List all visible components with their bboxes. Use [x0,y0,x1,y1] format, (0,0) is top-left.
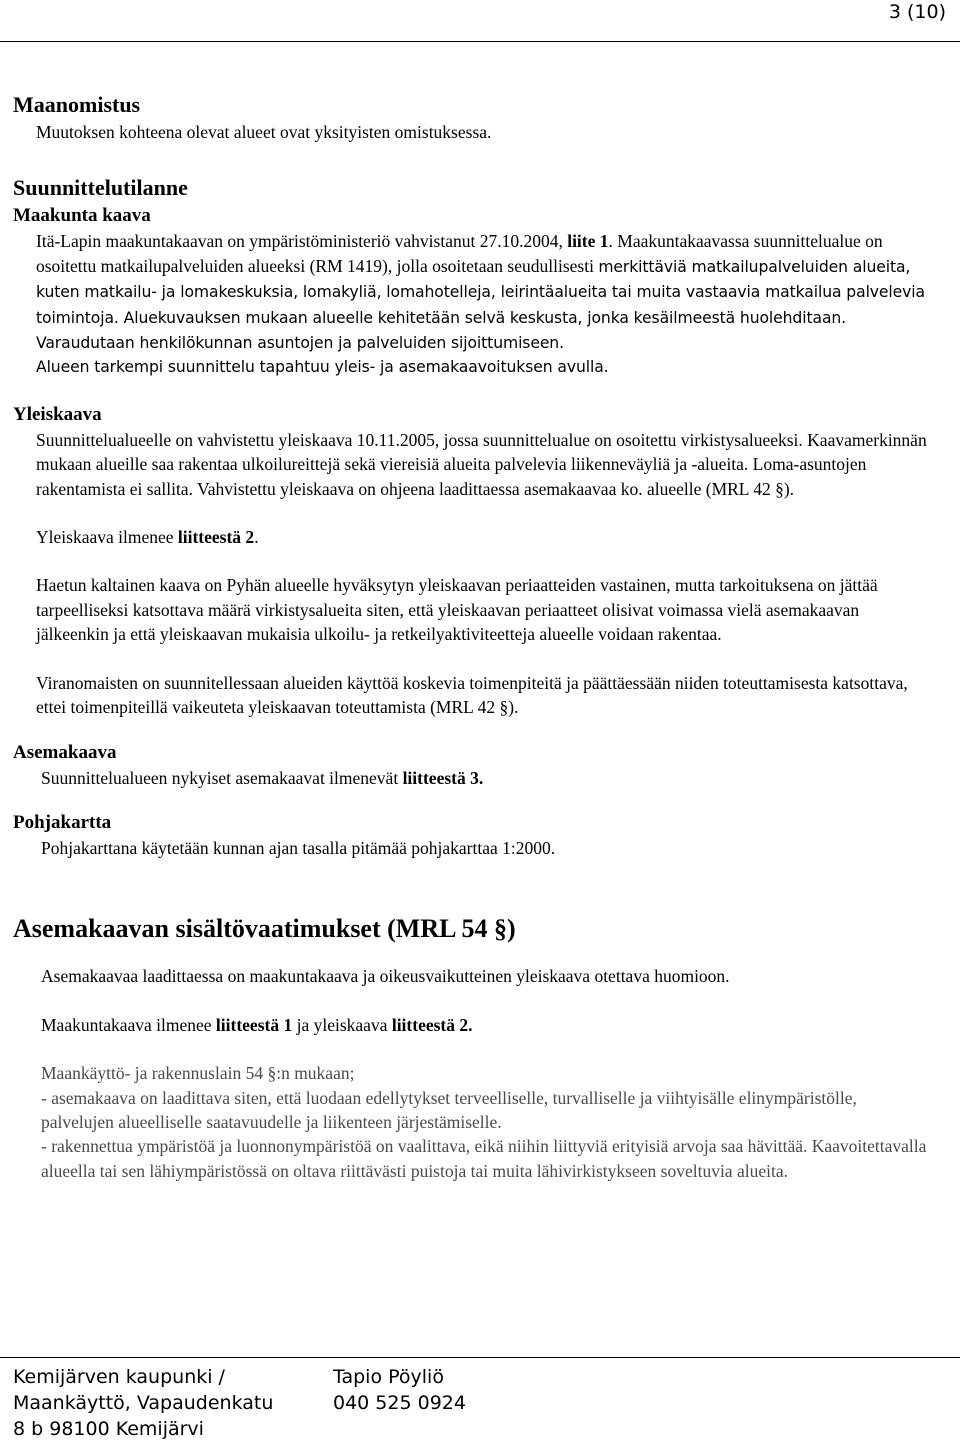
mrl-quote-intro: Maankäyttö- ja rakennuslain 54 §:n mukaan; [41,1063,355,1084]
liite-2-ref: liitteestä 2 [177,527,255,548]
mrl-quote-item-2: - rakennettua ympäristöä ja luonnonympäristöä on vaalittava, eikä niihin liittyviä erityisiä arvoja saa hävittää. Kaavoitettavalla alueella tai sen lähiympäristössä on oltava riittävästi puistoja tai muita lähivirkistykseen soveltuvia alueita. [41,1136,927,1181]
heading-sisaltovaatimukset: Asemakaavan sisältövaatimukset (MRL 54 §) [13,914,516,944]
mrl-54-quote [41,1061,930,1183]
maanomistus-text: Muutoksen kohteena olevat alueet ovat yksityisten omistuksessa. [36,122,492,142]
footer-org-line-1: Kemijärven kaupunki / [13,1366,225,1388]
footer-contact-name: Tapio Pöyliö [333,1366,444,1388]
page-number: 3 (10) [888,1,946,23]
footer-organization [13,1364,333,1442]
maakuntakaava-paragraph-2: Alueen tarkempi suunnittelu tapahtuu yleis- ja asemakaavoituksen avulla. [36,358,609,377]
liite-3-ref: liitteestä 3. [402,767,484,788]
footer-org-line-2: Maankäyttö, Vapaudenkatu [13,1392,274,1414]
mrl-quote-item-1: - asemakaava on laadittava siten, että luodaan edellytykset terveelliselle, turvalliselle ja viihtyisälle elinympäristölle, palvelujen alueelliselle saatavuudelle ja liikenteen järjestämiselle. [41,1087,857,1132]
heading-maanomistus: Maanomistus [13,92,141,117]
liite-1-ref: liite 1 [567,231,609,252]
document-body [0,90,960,1183]
maakuntakaava-paragraph: Itä-Lapin maakuntakaavan on ympäristöministeriö vahvistanut 27.10.2004, liite 1. Maakuntakaavassa suunnittelualue on osoitettu matkailupalveluiden alueeksi (RM 1419), jolla osoitetaan seudullisesti merkittäviä matkailupalveluiden alueita, kuten matkailu- ja lomakeskuksia, lomakyliä, lomahotelleja, leirintäalueita tai muita vastaavia matkailua palvelevia toimintoja. Aluekuvauksen mukaan alueelle kehitetään selvä keskusta, jonka kesäilmeestä huolehditaan. Varaudutaan henkilökunnan asuntojen ja palveluiden sijoittumiseen. [36,231,925,353]
heading-suunnittelutilanne: Suunnittelutilanne [13,175,188,201]
yleiskaava-paragraph-4: Viranomaisten on suunnitellessaan alueiden käyttöä koskevia toimenpiteitä ja päättäessään niiden toteuttamisesta katsottava, ettei toimenpiteillä vaikeuteta yleiskaavan toteuttamista (MRL 42 §). [36,672,908,718]
sisaltovaatimukset-paragraph-1: Asemakaavaa laadittaessa on maakuntakaava ja oikeusvaikutteinen yleiskaava otettava huomioon. [41,966,730,987]
asemakaava-paragraph: Suunnittelualueen nykyiset asemakaavat ilmenevät liitteestä 3. [41,767,484,788]
footer-contact-phone: 040 525 0924 [333,1392,466,1414]
liite-1-ref-2: liitteestä 1 [215,1014,293,1035]
yleiskaava-paragraph-1: Suunnittelualueelle on vahvistettu yleiskaava 10.11.2005, jossa suunnittelualue on osoitettu virkistysalueeksi. Kaavamerkinnän mukaan alueille saa rakentaa ulkoilureittejä sekä viereisiä alueita palvelevia liikenneväyliä ja -alueita. Loma-asuntojen rakentamista ei sallita. Vahvistettu yleiskaava on ohjeena laadittaessa asemakaavaa ko. alueelle (MRL 42 §). [36,429,927,499]
heading-pohjakartta: Pohjakartta [13,811,112,833]
yleiskaava-paragraph-3: Haetun kaltainen kaava on Pyhän alueelle hyväksytyn yleiskaavan periaatteiden vastainen, mutta tarkoituksena on jättää tarpeelliseksi katsottava määrä virkistysalueita siten, että yleiskaavan periaatteet olisivat voimassa vielä asemakaavan jälkeenkin ja että yleiskaavan mukaisia ulkoilu- ja retkeilyaktiviteetteja alueelle voidaan rakentaa. [36,575,878,645]
footer-contact [333,1364,633,1416]
yleiskaava-paragraph-2: Yleiskaava ilmenee liitteestä 2. [36,527,259,548]
heading-asemakaava: Asemakaava [13,741,117,763]
liite-2-ref-2: liitteestä 2. [391,1014,473,1035]
heading-yleiskaava: Yleiskaava [13,403,102,425]
footer-divider [0,1357,960,1358]
footer-org-line-3: 8 b 98100 Kemijärvi [13,1418,204,1440]
sisaltovaatimukset-paragraph-2: Maakuntakaava ilmenee liitteestä 1 ja yleiskaava liitteestä 2. [41,1014,473,1035]
heading-maakuntakaava: Maakunta kaava [13,205,151,227]
pohjakartta-paragraph: Pohjakarttana käytetään kunnan ajan tasalla pitämää pohjakarttaa 1:2000. [41,837,556,858]
header-divider [0,41,960,42]
